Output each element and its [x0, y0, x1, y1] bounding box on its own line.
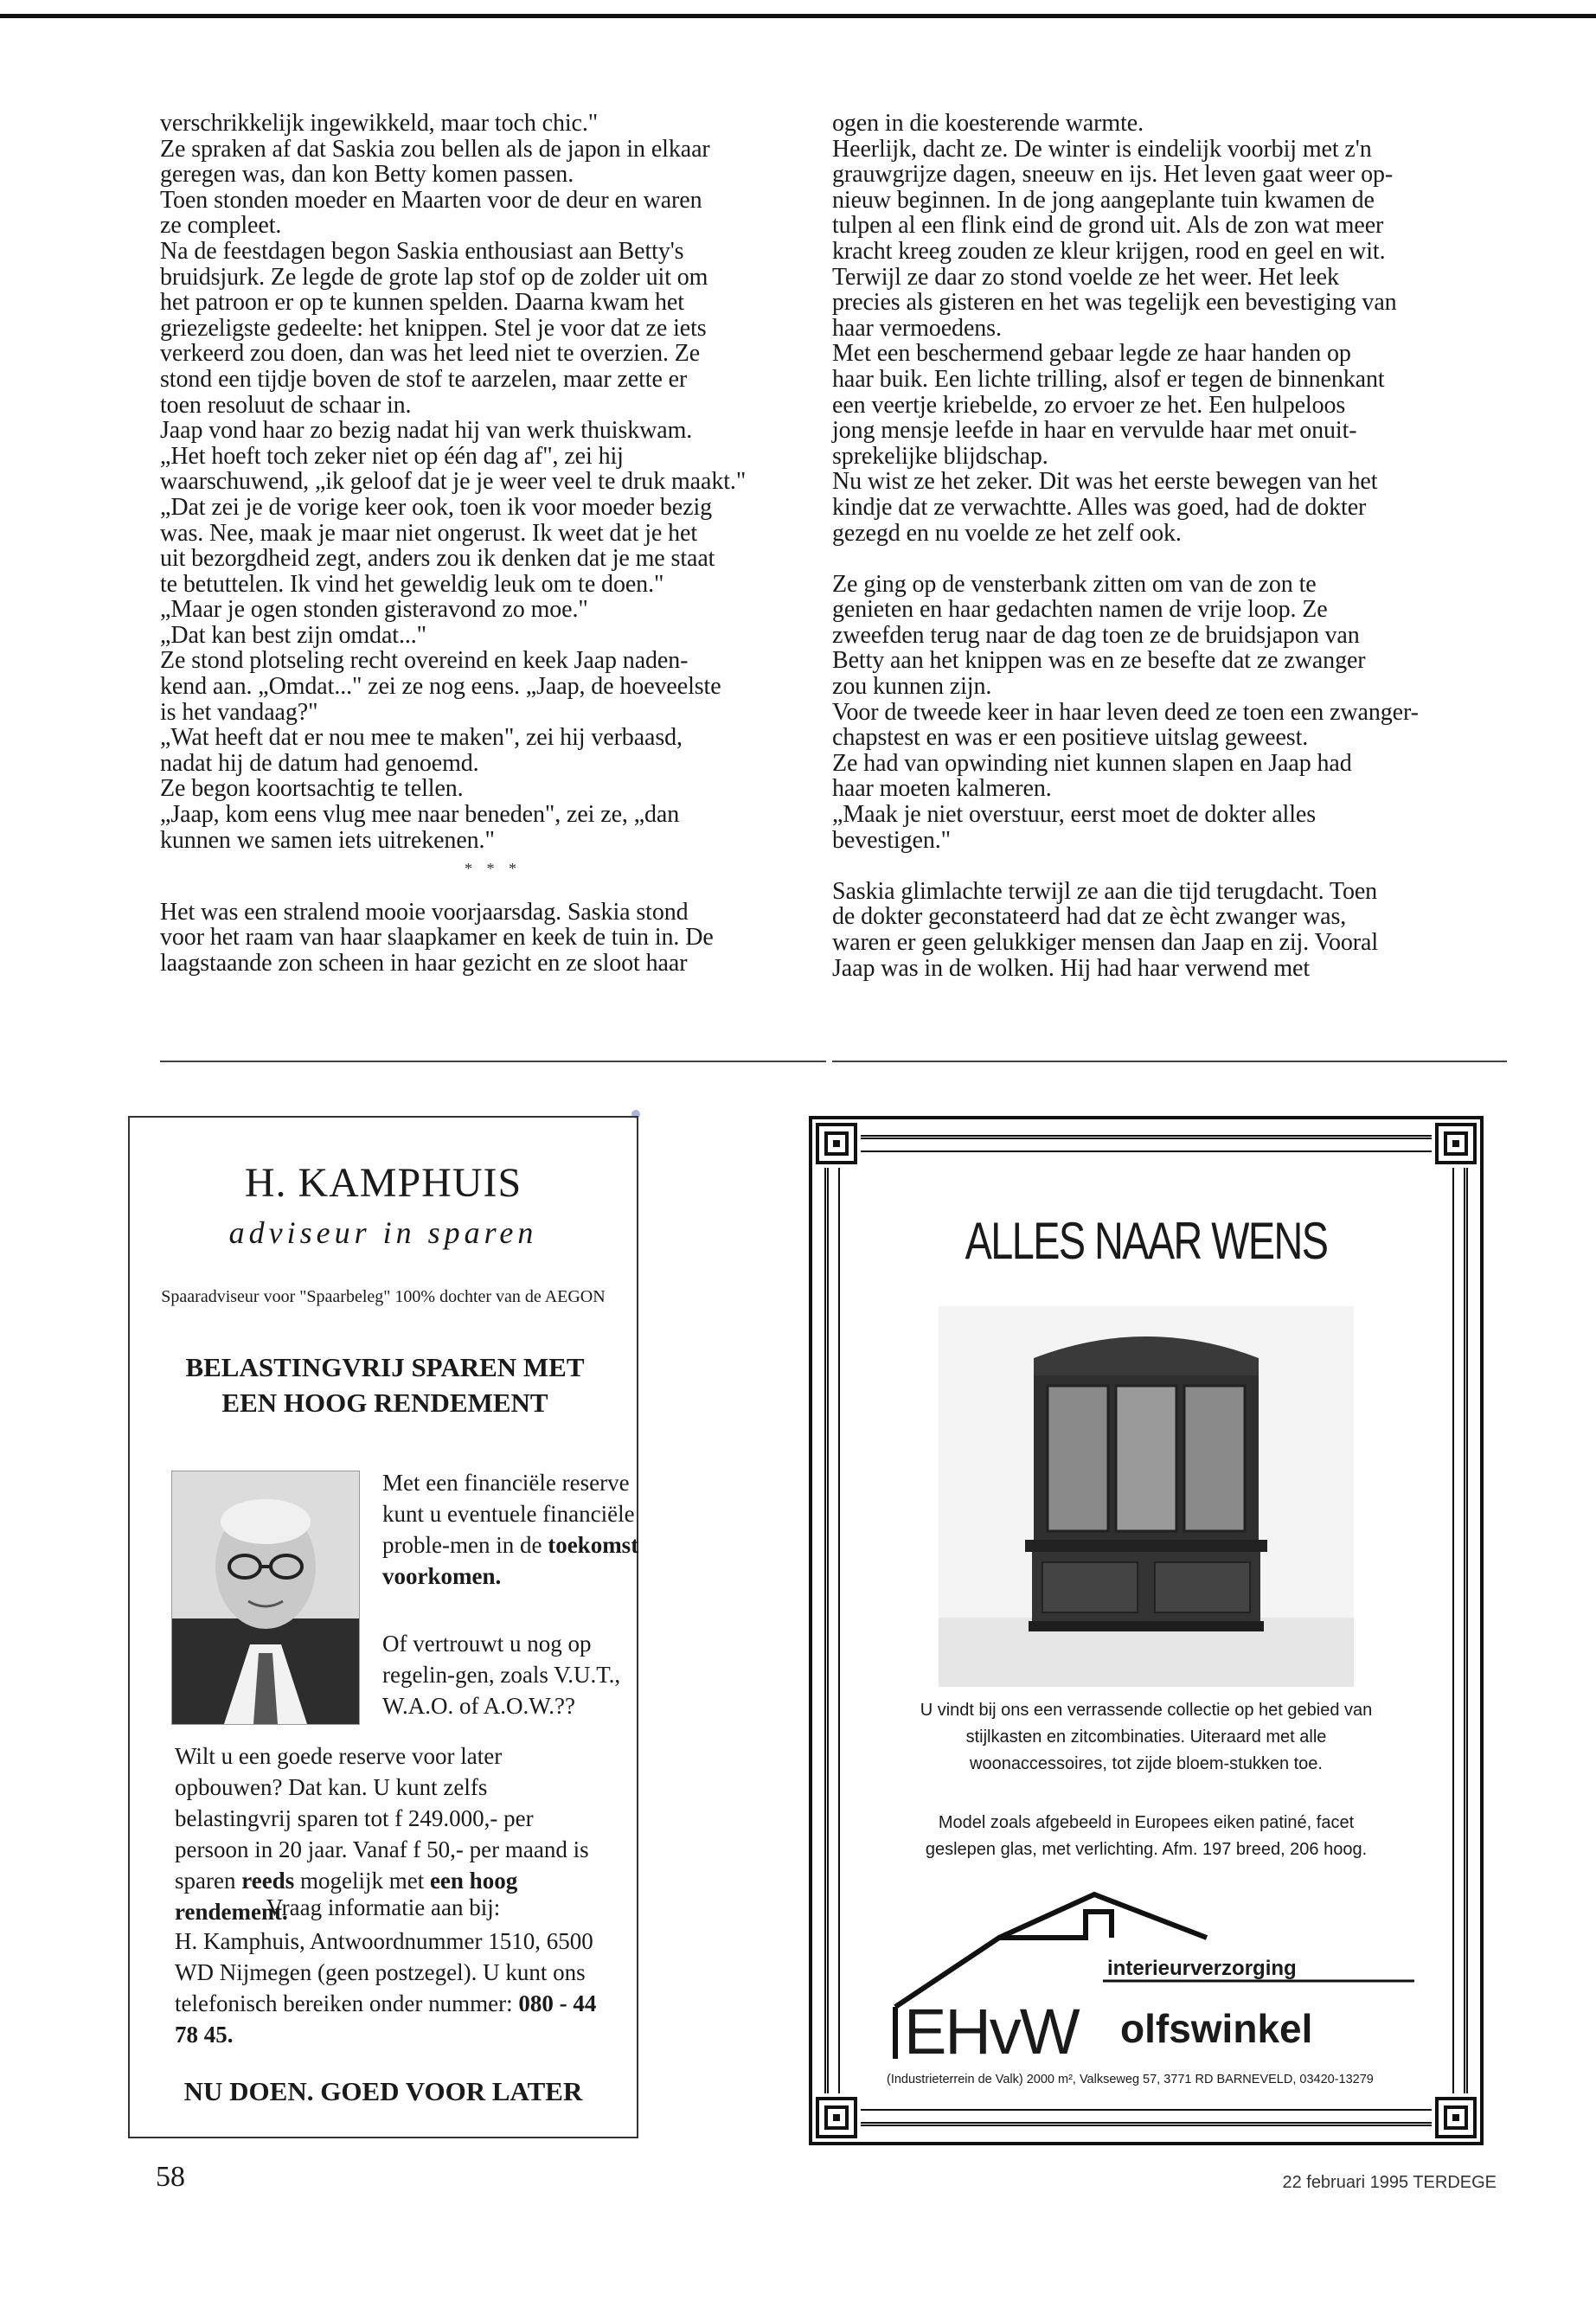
- ad-name: H. KAMPHUIS: [244, 1160, 522, 1206]
- ad-body: Wilt u een goede reserve voor later opbouwen? Dat kan. U kunt zelfs belastingvrij sparen tot f 249.000,- per persoon in 20 jaar. Vanaf f 50,- per maand is sparen reeds mogelijk met een hoog rendement.: [175, 1743, 589, 1925]
- corner-ornament-icon: [1432, 1119, 1480, 1168]
- ad-tagline: Spaaradviseur voor "Spaarbeleg" 100% dochter van de AEGON: [161, 1287, 606, 1306]
- article-paragraph: Saskia glimlachte terwijl ze aan die tijd terugdacht. Toen de dokter geconstateerd had dat ze ècht zwanger was, waren er geen gelukkiger mensen dan Jaap en zij. Vooral Jaap was in de wolken. Hij had haar verwend met: [832, 877, 1379, 982]
- divider-left: [160, 1061, 826, 1062]
- ad-side-text-1: Met een financiële reserve kunt u eventuele financiële proble-men in de toekomst voorkomen.: [382, 1470, 639, 1589]
- article-left-column: [160, 111, 826, 977]
- ad-contact: H. Kamphuis, Antwoordnummer 1510, 6500 WD Nijmegen (geen postzegel). U kunt ons telefonisch bereiken onder nummer: 080 - 44 78 45.: [175, 1928, 597, 2048]
- article-paragraph: ogen in die koesterende warmte. Heerlijk, dacht ze. De winter is eindelijk voorbij met z'n grauwgrijze dagen, sneeuw en ijs. Het leven gaat weer op- nieuw beginnen. In de jong aangeplante tuin kwamen de tulpen al een flink eind de grond uit. Als de zon wat meer kracht kreeg zouden ze kleur krijgen, rood en geel en wit. Terwijl ze daar zo stond voelde ze het weer. Het leek precies als gisteren en het was tegelijk een bevestiging van haar vermoedens. Met een beschermend gebaar legde ze haar handen op haar buik. Een lichte trilling, alsof er tegen de binnenkant een veertje kriebelde, zo ervoer ze het. Een hulpeloos jong mensje leefde in haar en vervulde haar met onuit- sprekelijke blijdschap. Nu wist ze het zeker. Dit was het eerste bewegen van het kindje dat ze verwachtte. Alles was goed, had de dokter gezegd en nu voelde ze het zelf ook.: [832, 110, 1397, 547]
- logo-address: (Industrieterrein de Valk) 2000 m², Valkseweg 57, 3771 RD BARNEVELD, 03420-13279: [887, 2073, 1374, 2086]
- ad-slogan: NU DOEN. GOED VOOR LATER: [183, 2076, 583, 2106]
- article-right-column: [832, 111, 1516, 981]
- logo-name: olfswinkel: [1120, 2006, 1313, 2051]
- corner-ornament-icon: [1432, 2093, 1480, 2142]
- section-separator: * * *: [465, 860, 522, 878]
- ad-title: ALLES NAAR WENS: [965, 1212, 1328, 1270]
- ad-role: adviseur in sparen: [228, 1215, 538, 1250]
- divider-right: [832, 1061, 1507, 1062]
- ad-contact-heading: Vraag informatie aan bij:: [266, 1894, 501, 1920]
- ad-kamphuis: [128, 1116, 638, 2138]
- ad-description: U vindt bij ons een verrassende collectie op het gebied van stijlkasten en zitcombinaties. Uiteraard met alle woonaccessoires, tot zijde bloem-stukken toe.: [920, 1701, 1373, 1773]
- article-paragraph: Het was een stralend mooie voorjaarsdag. Saskia stond voor het raam van haar slaapkamer en keek de tuin in. De laagstaande zon scheen in haar gezicht en ze sloot haar: [160, 898, 714, 977]
- ad-side-text-2: Of vertrouwt u nog op regelin-gen, zoals V.U.T., W.A.O. of A.O.W.??: [382, 1631, 621, 1719]
- page-number: 58: [156, 2161, 185, 2193]
- ad-wolfswinkel: [809, 1116, 1484, 2145]
- corner-ornament-icon: [812, 1119, 861, 1168]
- corner-ornament-icon: [812, 2093, 861, 2142]
- cabinet-photo: [939, 1306, 1354, 1687]
- logo-letters: EHvW: [904, 1996, 1079, 2067]
- article-paragraph: Ze ging op de vensterbank zitten om van de zon te genieten en haar gedachten namen de vrije loop. Ze zweefden terug naar de dag toen ze de bruidsjapon van Betty aan het knippen was en ze besefte dat ze zwanger zou kunnen zijn. Voor de tweede keer in haar leven deed ze toen een zwanger- chapstest en was er een positieve uitslag geweest. Ze had van opwinding niet kunnen slapen en Jaap had haar moeten kalmeren. „Maak je niet overstuur, eerst moet de dokter alles bevestigen.": [832, 570, 1419, 854]
- logo-subtitle: interieurverzorging: [1107, 1957, 1297, 1980]
- top-border: [0, 14, 1596, 18]
- ad-model-info: Model zoals afgebeeld in Europees eiken patiné, facet geslepen glas, met verlichting. Afm. 197 breed, 206 hoog.: [925, 1813, 1368, 1859]
- issue-date: 22 februari 1995 TERDEGE: [1282, 2173, 1497, 2192]
- article-paragraph: verschrikkelijk ingewikkeld, maar toch chic." Ze spraken af dat Saskia zou bellen als de japon in elkaar geregen was, dan kon Betty komen passen. Toen stonden moeder en Maarten voor de deur en waren ze compleet. Na de feestdagen begon Saskia enthousiast aan Betty's bruidsjurk. Ze legde de grote lap stof op de zolder uit om het patroon er op te kunnen spelden. Daarna kwam het griezeligste gedeelte: het knippen. Stel je voor dat ze iets verkeerd zou doen, dan was het leed niet te overzien. Ze stond een tijdje boven de stof te aarzelen, maar zette er toen resoluut de schaar in. Jaap vond haar zo bezig nadat hij van werk thuiskwam. „Het hoeft toch zeker niet op één dag af", zei hij waarschuwend, „ik geloof dat je je weer veel te druk maakt." „Dat zei je de vorige keer ook, toen ik voor moeder bezig was. Nee, maak je maar niet ongerust. Ik weet dat je het uit bezorgdheid zegt, anders zou ik denken dat je me staat te betuttelen. Ik vind het geweldig leuk om te doen." „Maar je ogen stonden gisteravond zo moe." „Dat kan best zijn omdat..." Ze stond plotseling recht overeind en keek Jaap naden- kend aan. „Omdat..." zei ze nog eens. „Jaap, de hoeveelste is het vandaag?" „Wat heeft dat er nou mee te maken", zei hij verbaasd, nadat hij de datum had genoemd. Ze begon koortsachtig te tellen. „Jaap, kom eens vlug mee naar beneden", zei ze, „dan kunnen we samen iets uitrekenen.": [160, 110, 747, 854]
- wolfswinkel-logo: [878, 1877, 1432, 2102]
- ad-headline: BELASTINGVRIJ SPAREN MET EEN HOOG RENDEMENT: [185, 1352, 585, 1418]
- phone-number: 080 - 44 78 45.: [175, 1990, 597, 2048]
- portrait-photo: [171, 1471, 360, 1725]
